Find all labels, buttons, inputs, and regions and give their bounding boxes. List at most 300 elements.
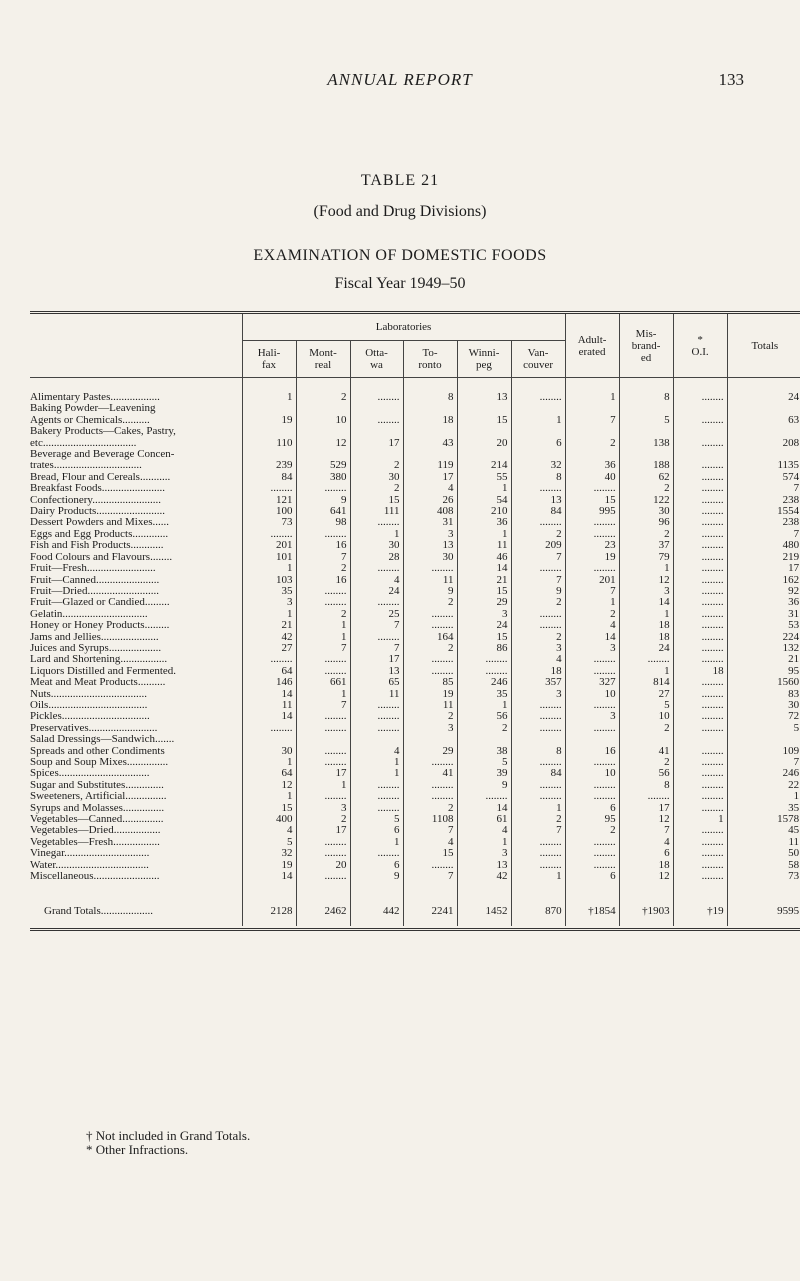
table-cell: 1 [350, 837, 403, 848]
row-label: Agents or Chemicals.......... [30, 414, 150, 426]
table-cell: 65 [350, 677, 403, 688]
table-cell: 4 [350, 746, 403, 757]
table-cell: 7 [403, 825, 457, 836]
table-cell: 1 [511, 871, 565, 882]
table-cell: ........ [673, 517, 727, 528]
table-cell: 208 [727, 438, 800, 449]
table-cell: 1 [296, 632, 350, 643]
table-row [30, 814, 800, 825]
table-cell: ........ [673, 540, 727, 551]
table-cell: ........ [242, 483, 296, 494]
table-cell: 209 [511, 540, 565, 551]
table-body [30, 378, 800, 930]
header-totals: Totals [727, 313, 800, 378]
table-cell: 56 [457, 711, 511, 722]
table-cell: ........ [673, 803, 727, 814]
table-cell: 12 [619, 575, 673, 586]
table-cell: 529 [296, 460, 350, 471]
table-cell: ........ [350, 415, 403, 426]
table-cell: 2 [619, 757, 673, 768]
table-cell: ........ [565, 860, 619, 871]
table-cell: 19 [565, 552, 619, 563]
table-cell: 84 [242, 472, 296, 483]
table-cell: 4 [350, 575, 403, 586]
table-cell: 1 [242, 791, 296, 802]
table-cell: ........ [565, 723, 619, 734]
table-cell: ........ [296, 757, 350, 768]
table-cell: ........ [403, 791, 457, 802]
table-cell: 1560 [727, 677, 800, 688]
table-cell: ........ [350, 392, 403, 403]
table-row [30, 506, 800, 517]
table-cell: 2 [619, 483, 673, 494]
table-cell [403, 734, 457, 745]
table-cell: 814 [619, 677, 673, 688]
table-row [30, 723, 800, 734]
table-cell: 37 [619, 540, 673, 551]
table-cell: 3 [619, 586, 673, 597]
table-cell [242, 734, 296, 745]
table-cell: ........ [673, 529, 727, 540]
table-cell: 20 [296, 860, 350, 871]
table-cell: ........ [673, 575, 727, 586]
table-cell: 11 [457, 540, 511, 551]
header-vancouver: Van- couver [511, 341, 565, 378]
table-cell: 64 [242, 666, 296, 677]
table-cell: 238 [727, 495, 800, 506]
table-cell: 111 [350, 506, 403, 517]
table-cell: ........ [350, 563, 403, 574]
table-cell: 1 [242, 609, 296, 620]
table-row [30, 871, 800, 882]
table-cell: ........ [296, 723, 350, 734]
row-label: trates................................ [30, 460, 142, 472]
table-cell: 3 [242, 597, 296, 608]
table-cell: 30 [350, 472, 403, 483]
table-cell: 24 [727, 392, 800, 403]
table-cell: 17 [619, 803, 673, 814]
table-cell: 8 [511, 746, 565, 757]
table-cell: 11 [350, 689, 403, 700]
table-cell: 8 [403, 392, 457, 403]
table-cell: 36 [565, 460, 619, 471]
row-label: Soup and Soup Mixes............... [30, 757, 169, 768]
table-cell: ........ [296, 871, 350, 882]
table-cell: 2 [511, 632, 565, 643]
table-cell: 56 [619, 768, 673, 779]
table-cell: ........ [296, 666, 350, 677]
table-cell: 2 [296, 563, 350, 574]
table-cell: 2 [296, 814, 350, 825]
table-cell [619, 734, 673, 745]
table-cell: 95 [727, 666, 800, 677]
table-cell: 7 [727, 529, 800, 540]
table-cell: ........ [350, 803, 403, 814]
table-cell: 5 [619, 700, 673, 711]
table-cell: 1 [511, 415, 565, 426]
table-cell: 109 [727, 746, 800, 757]
table-cell: 2 [565, 825, 619, 836]
table-cell: ........ [350, 597, 403, 608]
table-cell: 1108 [403, 814, 457, 825]
table-row [30, 392, 800, 403]
table-row [30, 632, 800, 643]
row-label: Fruit—Dried.......................... [30, 585, 159, 597]
table-cell: ........ [673, 837, 727, 848]
table-cell: ........ [511, 837, 565, 848]
table-cell: 11 [403, 575, 457, 586]
row-label: Bread, Flour and Cereals........... [30, 471, 171, 483]
table-cell: ........ [511, 517, 565, 528]
table-cell: 7 [296, 700, 350, 711]
table-row [30, 575, 800, 586]
table-cell: ........ [673, 620, 727, 631]
table-cell: 380 [296, 472, 350, 483]
row-label: Food Colours and Flavours........ [30, 551, 173, 563]
table-cell: 400 [242, 814, 296, 825]
table-cell: ........ [565, 837, 619, 848]
table-cell: 2 [403, 803, 457, 814]
table-cell: 3 [511, 689, 565, 700]
table-cell: 7 [727, 483, 800, 494]
table-cell: 11 [403, 700, 457, 711]
table-cell: 2 [403, 643, 457, 654]
table-cell: 18 [403, 415, 457, 426]
table-cell: 18 [619, 632, 673, 643]
row-label: Beverage and Beverage Concen- [30, 449, 175, 461]
table-row [30, 825, 800, 836]
table-cell: 29 [403, 746, 457, 757]
row-label: Jams and Jellies..................... [30, 631, 159, 643]
table-cell: 9595 [727, 896, 800, 925]
row-label: Liquors Distilled and Fermented. [30, 665, 177, 677]
header-ottawa: Otta- wa [350, 341, 403, 378]
table-cell: 17 [727, 563, 800, 574]
table-cell: ........ [673, 460, 727, 471]
table-cell: 14 [457, 563, 511, 574]
table-cell: 1 [350, 529, 403, 540]
table-cell: ........ [673, 723, 727, 734]
row-label: Nuts................................... [30, 688, 148, 700]
table-cell: ........ [673, 415, 727, 426]
table-cell: 32 [242, 848, 296, 859]
table-cell: ........ [403, 620, 457, 631]
table-cell: ........ [511, 723, 565, 734]
table-cell: 41 [403, 768, 457, 779]
table-cell: 50 [727, 848, 800, 859]
row-label: Dairy Products......................... [30, 506, 166, 518]
table-cell: ........ [565, 666, 619, 677]
table-cell: 2 [511, 529, 565, 540]
header-laboratories: Laboratories [242, 313, 565, 341]
table-cell: 79 [619, 552, 673, 563]
table-cell: 7 [565, 415, 619, 426]
table-cell: ........ [296, 586, 350, 597]
table-cell: 17 [350, 438, 403, 449]
table-cell: ........ [565, 517, 619, 528]
table-cell: 15 [403, 848, 457, 859]
table-cell: 3 [403, 529, 457, 540]
table-cell: 27 [242, 643, 296, 654]
row-label: Vegetables—Fresh................. [30, 836, 160, 848]
table-cell: 95 [565, 814, 619, 825]
table-cell: ........ [511, 711, 565, 722]
table-cell: ........ [673, 597, 727, 608]
table-cell: ........ [403, 780, 457, 791]
table-row [30, 438, 800, 449]
table-cell: 6 [511, 438, 565, 449]
table-cell [296, 734, 350, 745]
domestic-foods-table [30, 311, 800, 931]
table-cell: 7 [727, 757, 800, 768]
table-cell: ........ [296, 837, 350, 848]
table-row [30, 677, 800, 688]
table-row [30, 415, 800, 426]
table-cell: 641 [296, 506, 350, 517]
table-cell: 30 [403, 552, 457, 563]
table-cell: 7 [350, 620, 403, 631]
table-cell: 8 [619, 392, 673, 403]
table-cell: 58 [727, 860, 800, 871]
table-cell: 210 [457, 506, 511, 517]
table-cell: 43 [403, 438, 457, 449]
table-cell [350, 426, 403, 437]
table-cell: 45 [727, 825, 800, 836]
table-cell: ........ [403, 563, 457, 574]
table-cell: ........ [673, 552, 727, 563]
table-cell: ........ [511, 700, 565, 711]
table-cell: ........ [296, 711, 350, 722]
table-cell: ........ [565, 848, 619, 859]
table-cell [565, 734, 619, 745]
table-cell: ........ [565, 563, 619, 574]
table-cell: 19 [403, 689, 457, 700]
table-cell: 12 [296, 438, 350, 449]
table-cell: 13 [457, 392, 511, 403]
grand-total-row [30, 896, 800, 925]
table-cell: 1 [565, 597, 619, 608]
table-cell: †1903 [619, 896, 673, 925]
table-cell: 110 [242, 438, 296, 449]
table-cell: ........ [673, 711, 727, 722]
row-label: Fish and Fish Products............ [30, 540, 164, 552]
row-label: Water.................................. [30, 859, 149, 871]
table-cell: 62 [619, 472, 673, 483]
table-cell: 132 [727, 643, 800, 654]
table-cell: 9 [350, 871, 403, 882]
table-cell [673, 426, 727, 437]
table-cell: 574 [727, 472, 800, 483]
table-cell: 3 [511, 643, 565, 654]
table-cell: 870 [511, 896, 565, 925]
table-cell: ........ [673, 563, 727, 574]
table-cell: 42 [242, 632, 296, 643]
table-cell: ........ [673, 791, 727, 802]
table-cell: 11 [727, 837, 800, 848]
table-cell: 92 [727, 586, 800, 597]
table-cell: 7 [511, 552, 565, 563]
table-cell: ........ [673, 780, 727, 791]
table-cell: 1 [296, 620, 350, 631]
table-cell: 27 [619, 689, 673, 700]
table-cell: 32 [511, 460, 565, 471]
table-row [30, 472, 800, 483]
table-cell: ........ [673, 472, 727, 483]
table-cell: 15 [457, 415, 511, 426]
table-cell: 30 [242, 746, 296, 757]
table-cell: 21 [242, 620, 296, 631]
table-cell: 1 [673, 814, 727, 825]
table-row [30, 700, 800, 711]
table-cell: 661 [296, 677, 350, 688]
table-cell: 14 [242, 871, 296, 882]
table-row [30, 837, 800, 848]
table-cell: ........ [296, 746, 350, 757]
row-label: Spices................................. [30, 768, 150, 780]
table-cell: 11 [242, 700, 296, 711]
table-cell: 1578 [727, 814, 800, 825]
table-cell: 10 [619, 711, 673, 722]
table-cell: 8 [511, 472, 565, 483]
table-cell: 103 [242, 575, 296, 586]
header-other-infractions: * O.I. [673, 313, 727, 378]
table-cell: 1 [457, 529, 511, 540]
table-cell: 146 [242, 677, 296, 688]
table-cell: ........ [296, 848, 350, 859]
row-label: Oils.................................... [30, 699, 148, 711]
table-row [30, 449, 800, 460]
table-cell: 85 [403, 677, 457, 688]
table-row [30, 563, 800, 574]
table-cell: 40 [565, 472, 619, 483]
table-cell: ........ [242, 654, 296, 665]
table-cell: 35 [727, 803, 800, 814]
table-cell: ........ [296, 791, 350, 802]
table-cell: 995 [565, 506, 619, 517]
table-cell: 2 [403, 597, 457, 608]
table-cell: 24 [350, 586, 403, 597]
table-cell: 5 [350, 814, 403, 825]
footnote-not-included: † Not included in Grand Totals. [86, 1128, 251, 1143]
table-cell: 23 [565, 540, 619, 551]
table-cell: ........ [511, 392, 565, 403]
table-cell: 1452 [457, 896, 511, 925]
table-cell: 3 [565, 711, 619, 722]
table-cell: 6 [619, 848, 673, 859]
row-label: Eggs and Egg Products............. [30, 528, 169, 540]
table-row [30, 517, 800, 528]
table-row [30, 643, 800, 654]
table-cell: 18 [511, 666, 565, 677]
table-cell: 246 [457, 677, 511, 688]
table-cell: 2 [619, 723, 673, 734]
table-cell [511, 734, 565, 745]
table-cell: 4 [403, 837, 457, 848]
row-label: Fruit—Glazed or Candied......... [30, 597, 170, 609]
table-cell: ........ [511, 563, 565, 574]
table-row [30, 689, 800, 700]
table-cell: 15 [565, 495, 619, 506]
table-cell: ........ [565, 791, 619, 802]
table-cell: 1 [565, 392, 619, 403]
table-row [30, 620, 800, 631]
table-cell: 1 [242, 563, 296, 574]
table-cell: 10 [565, 689, 619, 700]
table-cell: ........ [350, 780, 403, 791]
row-label: etc.................................. [30, 437, 137, 449]
table-cell [727, 426, 800, 437]
table-cell: ........ [673, 860, 727, 871]
table-cell: 18 [619, 860, 673, 871]
table-row [30, 803, 800, 814]
table-cell: ........ [673, 700, 727, 711]
table-cell: 38 [457, 746, 511, 757]
table-cell: ........ [673, 848, 727, 859]
table-cell: 6 [565, 803, 619, 814]
table-cell: 86 [457, 643, 511, 654]
table-cell: ........ [296, 529, 350, 540]
table-cell: 73 [242, 517, 296, 528]
table-cell: ........ [457, 666, 511, 677]
table-cell: ........ [457, 791, 511, 802]
table-cell: 2 [619, 529, 673, 540]
table-cell: 1 [350, 757, 403, 768]
table-cell: 4 [619, 837, 673, 848]
table-cell: 63 [727, 415, 800, 426]
table-cell: 15 [457, 586, 511, 597]
table-cell: 2 [565, 609, 619, 620]
table-cell: 188 [619, 460, 673, 471]
row-label: Juices and Syrups................... [30, 642, 162, 654]
table-cell: 17 [350, 654, 403, 665]
table-cell [565, 426, 619, 437]
table-cell: 480 [727, 540, 800, 551]
table-number: TABLE 21 [360, 172, 440, 189]
table-cell: 1 [457, 700, 511, 711]
table-cell: 39 [457, 768, 511, 779]
table-cell: 10 [296, 415, 350, 426]
table-cell: 6 [350, 825, 403, 836]
row-label: Lard and Shortening................. [30, 654, 168, 666]
table-cell: ........ [565, 700, 619, 711]
table-row [30, 426, 800, 437]
table-cell: 73 [727, 871, 800, 882]
table-cell: 9 [511, 586, 565, 597]
table-cell: 14 [242, 689, 296, 700]
table-row [30, 746, 800, 757]
table-row [30, 768, 800, 779]
table-cell: 22 [727, 780, 800, 791]
table-cell: 246 [727, 768, 800, 779]
table-cell: 8 [619, 780, 673, 791]
table-cell [619, 426, 673, 437]
table-cell: ........ [511, 620, 565, 631]
table-cell: 1 [242, 392, 296, 403]
table-cell: 13 [511, 495, 565, 506]
table-cell: 17 [403, 472, 457, 483]
table-cell: †19 [673, 896, 727, 925]
table-cell: 121 [242, 495, 296, 506]
table-cell: 20 [457, 438, 511, 449]
table-cell: ........ [673, 677, 727, 688]
table-cell: 7 [296, 643, 350, 654]
table-cell: ........ [403, 609, 457, 620]
table-cell: 16 [296, 575, 350, 586]
table-cell: 2 [296, 392, 350, 403]
table-cell: 7 [403, 871, 457, 882]
table-cell: 2462 [296, 896, 350, 925]
table-cell: 16 [565, 746, 619, 757]
